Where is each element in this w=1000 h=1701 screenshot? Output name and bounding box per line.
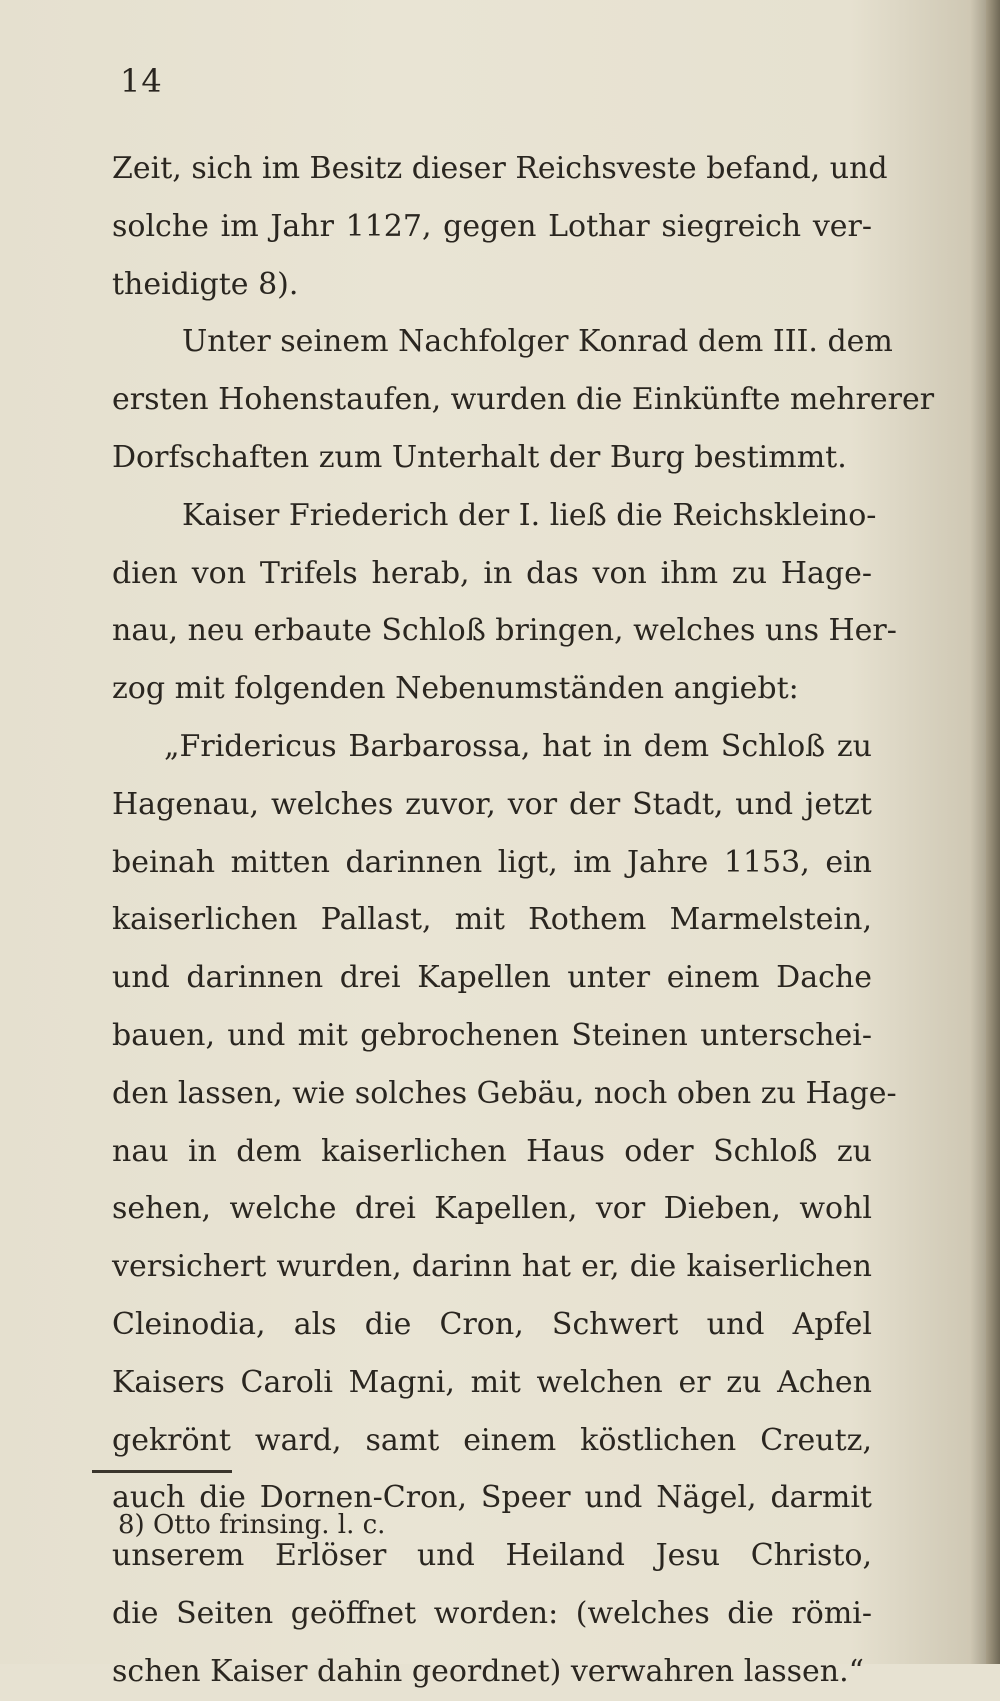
footnote-rule: [92, 1470, 232, 1473]
page-edge-shadow: [986, 0, 1000, 1664]
paragraph-start-line: Kaiser Friederich der I. ließ die Reichskleino-: [182, 497, 877, 533]
quote-line: die Seiten geöffnet worden: (welches die römi-: [112, 1595, 872, 1631]
page-number: 14: [120, 62, 163, 100]
footnote: 8) Otto frinsing. l. c.: [118, 1510, 386, 1540]
text-line: theidigte 8).: [112, 266, 299, 302]
quote-line: den lassen, wie solches Gebäu, noch oben zu Hage-: [112, 1075, 897, 1111]
quote-line: Cleinodia, als die Cron, Schwert und Apfel: [112, 1306, 872, 1342]
quote-start-line: „Fridericus Barbarossa, hat in dem Schloß zu: [164, 728, 872, 764]
quote-line: Kaisers Caroli Magni, mit welchen er zu Achen: [112, 1364, 872, 1400]
quote-line: bauen, und mit gebrochenen Steinen unterschei-: [112, 1017, 872, 1053]
text-line: Dorfschaften zum Unterhalt der Burg bestimmt.: [112, 439, 847, 475]
quote-line: gekrönt ward, samt einem köstlichen Creutz,: [112, 1422, 872, 1458]
text-line: solche im Jahr 1127, gegen Lothar siegreich ver-: [112, 208, 872, 244]
quote-end-line: schen Kaiser dahin geordnet) verwahren lassen.“: [112, 1653, 864, 1689]
quote-line: beinah mitten darinnen ligt, im Jahre 1153, ein: [112, 844, 872, 880]
quote-line: nau in dem kaiserlichen Haus oder Schloß zu: [112, 1133, 872, 1169]
quote-line: sehen, welche drei Kapellen, vor Dieben, wohl: [112, 1191, 872, 1227]
text-line: ersten Hohenstaufen, wurden die Einkünfte mehrerer: [112, 382, 935, 418]
quote-line: auch die Dornen-Cron, Speer und Nägel, darmit: [112, 1480, 872, 1516]
quote-line: Hagenau, welches zuvor, vor der Stadt, und jetzt: [112, 786, 872, 822]
paragraph-start-line: Unter seinem Nachfolger Konrad dem III. dem: [182, 324, 893, 360]
quote-line: kaiserlichen Pallast, mit Rothem Marmelstein,: [112, 902, 872, 938]
text-line: nau, neu erbaute Schloß bringen, welches uns Her-: [112, 613, 897, 649]
quote-line: versichert wurden, darinn hat er, die kaiserlichen: [112, 1249, 872, 1285]
quote-line: und darinnen drei Kapellen unter einem Dache: [112, 960, 872, 996]
text-line: Zeit, sich im Besitz dieser Reichsveste befand, und: [112, 151, 888, 186]
body-text: [112, 140, 935, 1701]
quote-line: unserem Erlöser und Heiland Jesu Christo,: [112, 1538, 872, 1574]
text-line: zog mit folgenden Nebenumständen angiebt:: [112, 671, 799, 707]
text-line: dien von Trifels herab, in das von ihm zu Hage-: [112, 555, 872, 591]
